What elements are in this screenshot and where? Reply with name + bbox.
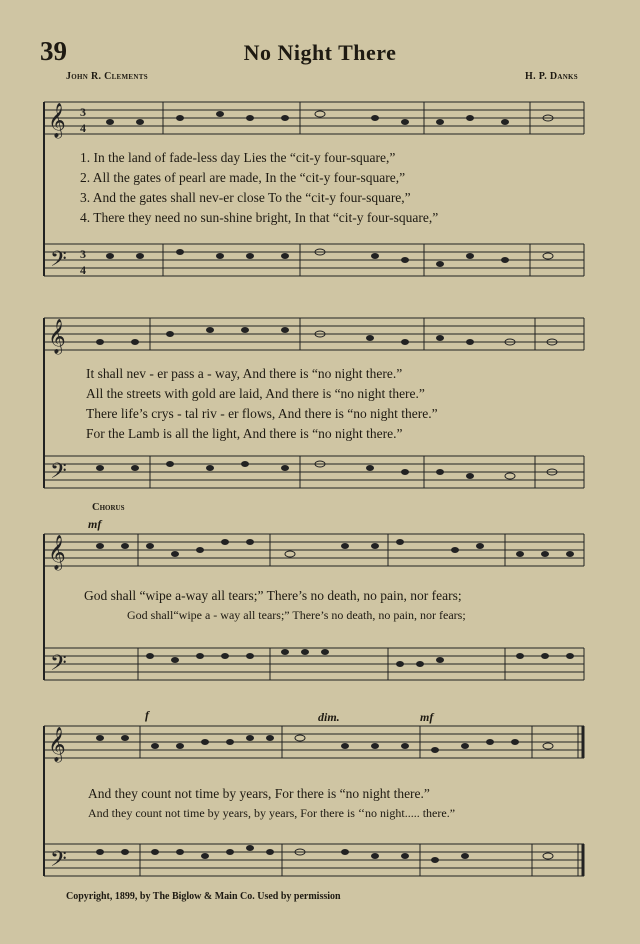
verse-4-line-2: For the Lamb is all the light, And there is “no night there.”: [86, 426, 403, 441]
hymn-title: No Night There: [243, 40, 397, 65]
verse-1-line-2: It shall nev - er pass a - way, And there is “no night there.”: [86, 366, 403, 381]
chorus-lyrics-upper-2: And they count not time by years, For there is “no night there.”: [88, 786, 430, 801]
svg-text:𝄞: 𝄞: [48, 103, 66, 138]
svg-text:𝄢: 𝄢: [50, 459, 67, 489]
copyright-notice: Copyright, 1899, by The Biglow & Main Co. Used by permission: [66, 891, 341, 902]
chorus-lyrics-lower-1: God shall“wipe a - way all tears;” There’s no death, no pain, nor fears;: [127, 608, 466, 622]
svg-text:𝄞: 𝄞: [48, 535, 66, 570]
system-2-staves: [0, 310, 640, 500]
svg-text:𝄢: 𝄢: [50, 651, 67, 681]
music-system-3: [0, 522, 640, 692]
svg-text:4: 4: [80, 121, 86, 135]
svg-text:𝄢: 𝄢: [50, 847, 67, 877]
dynamic-mf: mf: [420, 710, 434, 724]
music-system-2: [0, 310, 640, 500]
svg-text:4: 4: [80, 263, 86, 277]
dynamic-f: f: [145, 708, 149, 722]
verse-1-line-1: 1. In the land of fade-less day Lies the “cit-y four-square,”: [80, 150, 396, 165]
lyricist-credit: John R. Clements: [66, 71, 148, 82]
hymn-number: 39: [40, 36, 67, 66]
svg-text:3: 3: [80, 105, 86, 119]
verse-4-line-1: 4. There they need no sun-shine bright, In that “cit-y four-square,”: [80, 210, 439, 225]
verse-2-line-1: 2. All the gates of pearl are made, In the “cit-y four-square,”: [80, 170, 406, 185]
music-system-1: [0, 94, 640, 284]
dynamic-dim: dim.: [318, 710, 340, 724]
svg-text:𝄞: 𝄞: [48, 727, 66, 762]
chorus-label: Chorus: [92, 502, 125, 513]
verse-2-line-2: All the streets with gold are laid, And there is “no night there.”: [86, 386, 425, 401]
chorus-lyrics-lower-2: And they count not time by years, by years, For there is ‘‘no night..... there.”: [88, 806, 456, 820]
dynamic-mf-chorus: mf: [88, 517, 102, 531]
system-3-staves: [0, 522, 640, 692]
composer-credit: H. P. Danks: [525, 71, 578, 82]
verse-3-line-2: There life’s crys - tal riv - er flows, And there is “no night there.”: [86, 406, 438, 421]
verse-3-line-1: 3. And the gates shall nev-er close To the “cit-y four-square,”: [80, 190, 411, 205]
svg-text:𝄢: 𝄢: [50, 247, 67, 277]
music-system-4: [0, 716, 640, 886]
chorus-lyrics-upper-1: God shall “wipe a-way all tears;” There’s no death, no pain, nor fears;: [84, 588, 462, 603]
svg-text:𝄞: 𝄞: [48, 319, 66, 354]
svg-text:3: 3: [80, 247, 86, 261]
system-1-staves: [0, 94, 640, 284]
